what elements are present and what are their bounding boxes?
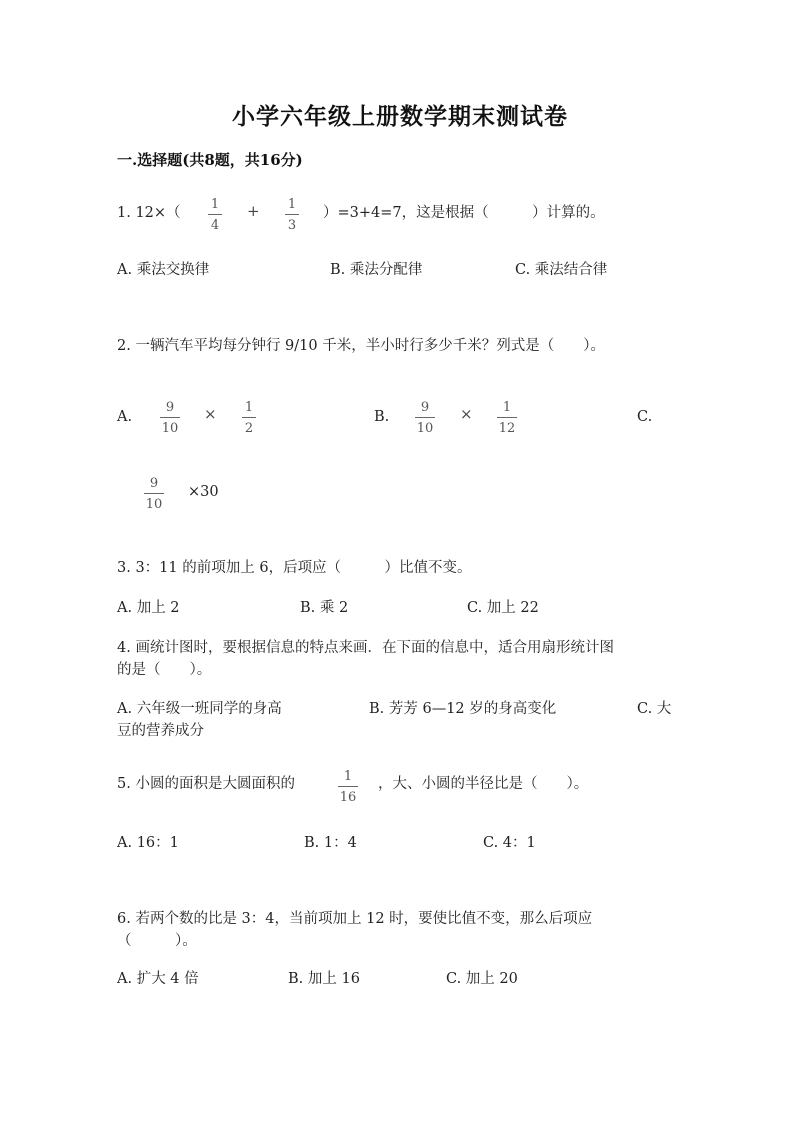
fraction-numerator: 1 bbox=[287, 197, 297, 212]
q2-text: 2. 一辆汽车平均每分钟行 9/10 千米，半小时行多少千米？列式是（ ）。 bbox=[117, 338, 605, 354]
q1-fraction-2 bbox=[285, 196, 299, 234]
q2-option-c-label: C. bbox=[637, 409, 653, 425]
fraction-bar bbox=[415, 417, 435, 418]
q2-a-times: × bbox=[204, 405, 217, 423]
q4-line-2: 的是（ ）。 bbox=[117, 662, 212, 678]
q5-fraction bbox=[338, 768, 358, 806]
q1-suffix: ）=3+4=7，这是根据（ ）计算的。 bbox=[323, 205, 605, 221]
q3-option-c: C. 加上 22 bbox=[467, 600, 539, 616]
q2-c-tail: ×30 bbox=[188, 484, 219, 500]
fraction-bar bbox=[338, 786, 358, 787]
q4-option-c-continued: 豆的营养成分 bbox=[117, 723, 204, 739]
q2-b-times: × bbox=[460, 405, 473, 423]
q2-a-fraction-2 bbox=[242, 399, 256, 437]
q5-option-a: A. 16：1 bbox=[117, 835, 179, 851]
fraction-numerator: 1 bbox=[343, 769, 353, 784]
q5-option-b: B. 1：4 bbox=[304, 835, 357, 851]
q1-option-b: B. 乘法分配律 bbox=[330, 262, 423, 278]
q4-option-c: C. 大 bbox=[637, 701, 672, 717]
q3-option-b: B. 乘 2 bbox=[300, 600, 349, 616]
q1-option-a: A. 乘法交换律 bbox=[117, 262, 210, 278]
fraction-bar bbox=[285, 214, 299, 215]
q6-option-b: B. 加上 16 bbox=[288, 971, 360, 987]
q6-line-1: 6. 若两个数的比是 3：4，当前项加上 12 时，要使比值不变，那么后项应 bbox=[117, 911, 593, 927]
fraction-numerator: 9 bbox=[420, 400, 430, 415]
q6-option-a: A. 扩大 4 倍 bbox=[117, 971, 199, 987]
fraction-denominator: 10 bbox=[145, 497, 163, 512]
fraction-denominator: 12 bbox=[498, 421, 516, 436]
q5-option-c: C. 4：1 bbox=[483, 835, 536, 851]
q4-option-a: A. 六年级一班同学的身高 bbox=[117, 701, 282, 717]
fraction-denominator: 3 bbox=[287, 218, 297, 233]
fraction-bar bbox=[242, 417, 256, 418]
section-heading: 一.选择题(共8题，共16分) bbox=[117, 151, 303, 169]
fraction-numerator: 1 bbox=[244, 400, 254, 415]
q3-option-a: A. 加上 2 bbox=[117, 600, 180, 616]
fraction-numerator: 1 bbox=[502, 400, 512, 415]
q5-suffix: ，大、小圆的半径比是（ ）。 bbox=[378, 776, 589, 792]
fraction-denominator: 16 bbox=[339, 790, 357, 805]
q2-option-a-label: A. bbox=[117, 409, 133, 425]
q4-option-b: B. 芳芳 6—12 岁的身高变化 bbox=[369, 701, 557, 717]
fraction-numerator: 1 bbox=[210, 197, 220, 212]
fraction-denominator: 10 bbox=[416, 421, 434, 436]
fraction-bar bbox=[208, 214, 222, 215]
q2-b-fraction-2 bbox=[497, 399, 517, 437]
q1-option-c: C. 乘法结合律 bbox=[515, 262, 608, 278]
q2-option-b-label: B. bbox=[374, 409, 390, 425]
fraction-denominator: 10 bbox=[161, 421, 179, 436]
q1-plus: + bbox=[247, 202, 260, 220]
fraction-bar bbox=[160, 417, 180, 418]
fraction-denominator: 2 bbox=[244, 421, 254, 436]
q2-c-fraction bbox=[144, 475, 164, 513]
q2-a-fraction-1 bbox=[160, 399, 180, 437]
q3-text: 3. 3：11 的前项加上 6，后项应（ ）比值不变。 bbox=[117, 560, 472, 576]
q5-prefix: 5. 小圆的面积是大圆面积的 bbox=[117, 776, 295, 792]
q2-b-fraction-1 bbox=[415, 399, 435, 437]
q6-option-c: C. 加上 20 bbox=[446, 971, 518, 987]
fraction-bar bbox=[497, 417, 517, 418]
fraction-denominator: 4 bbox=[210, 218, 220, 233]
fraction-numerator: 9 bbox=[165, 400, 175, 415]
q6-line-2: （ ）。 bbox=[117, 933, 197, 949]
q1-prefix: 1. 12×（ bbox=[117, 205, 181, 221]
q4-line-1: 4. 画统计图时，要根据信息的特点来画．在下面的信息中，适合用扇形统计图 bbox=[117, 640, 614, 656]
fraction-bar bbox=[144, 493, 164, 494]
fraction-numerator: 9 bbox=[149, 476, 159, 491]
page-title: 小学六年级上册数学期末测试卷 bbox=[232, 103, 568, 130]
q1-fraction-1 bbox=[208, 196, 222, 234]
